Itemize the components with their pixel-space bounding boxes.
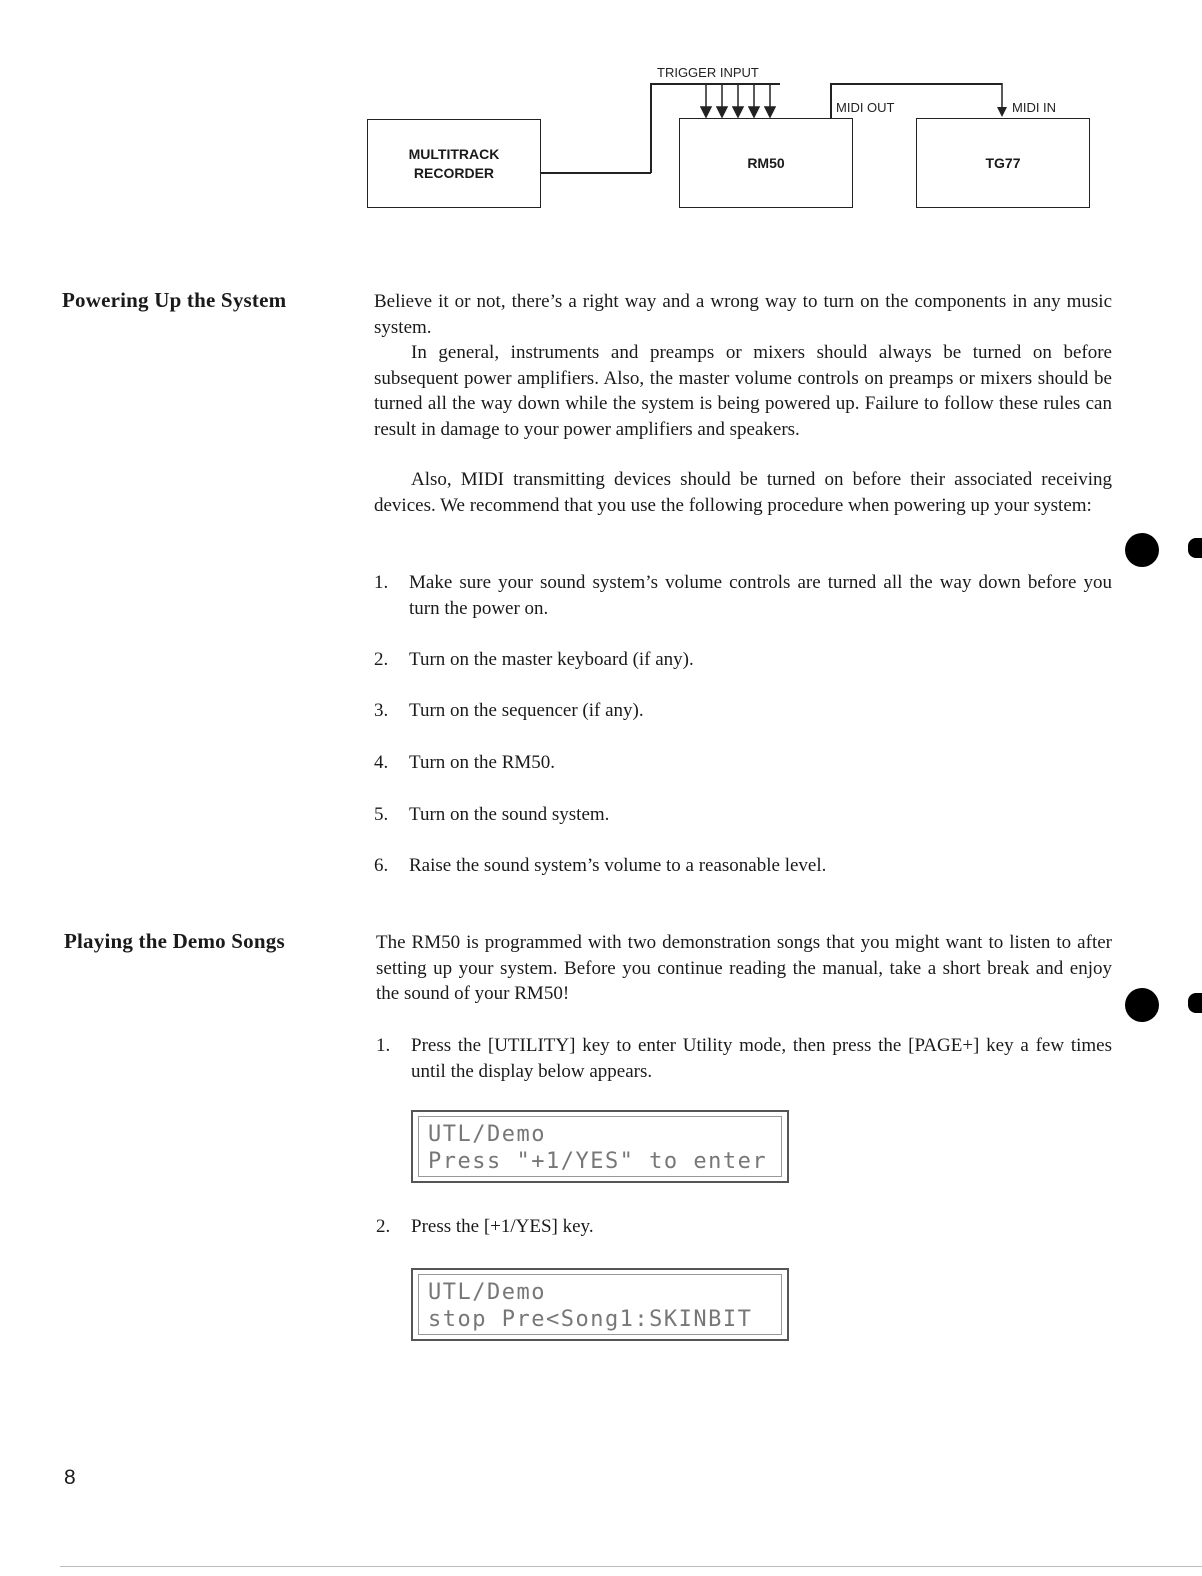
recorder-output-line bbox=[541, 172, 651, 174]
power-step-4 bbox=[374, 750, 1112, 776]
binding-hole-mark bbox=[1125, 988, 1159, 1022]
binding-hole-mark-partial bbox=[1188, 993, 1202, 1013]
step-text: Turn on the master keyboard (if any). bbox=[409, 649, 694, 670]
midi-in-arrow-icon bbox=[994, 83, 1010, 119]
binding-hole-mark-partial bbox=[1188, 538, 1202, 558]
demo-intro-paragraph: The RM50 is programmed with two demonstration songs that you might want to listen to after setting up your system. Before you continue reading the manual, take a short break and enjoy the sound of your RM50! bbox=[376, 932, 1112, 1004]
lcd-line-1: UTL/Demo bbox=[428, 1122, 546, 1147]
power-step-2 bbox=[374, 647, 1112, 673]
power-step-5 bbox=[374, 802, 1112, 828]
lcd-line-2: stop Pre<Song1:SKINBIT bbox=[428, 1307, 753, 1332]
power-paragraph-1: Believe it or not, there’s a right way and a wrong way to turn on the components in any music system. bbox=[374, 291, 1112, 338]
page-number: 8 bbox=[64, 1466, 76, 1489]
step-number: 3. bbox=[374, 700, 389, 721]
midi-cable-line bbox=[830, 83, 1002, 85]
lcd-display-demo bbox=[411, 1110, 789, 1183]
powering-up-heading: Powering Up the System bbox=[62, 288, 287, 312]
lcd-line-2: Press "+1/YES" to enter bbox=[428, 1149, 768, 1174]
power-paragraph-3: Also, MIDI transmitting devices should be turned on before their associated receiving devices. We recommend that you use the following procedure when powering up your system: bbox=[374, 469, 1112, 516]
trigger-vertical-line bbox=[650, 83, 652, 173]
rm50-box: RM50 bbox=[679, 118, 853, 208]
step-text: Turn on the sound system. bbox=[409, 804, 610, 825]
step-number: 2. bbox=[374, 649, 389, 670]
step-number: 1. bbox=[374, 572, 389, 593]
step-text: Make sure your sound system’s volume controls are turned all the way down before you turn the power on. bbox=[409, 572, 1112, 619]
power-paragraph-2: In general, instruments and preamps or mixers should always be turned on before subsequent power amplifiers. Also, the master volume controls on preamps or mixers should be turned all the way down while the system is being powered up. Failure to follow these rules can result in damage to your power amplifiers and speakers. bbox=[374, 342, 1112, 440]
midi-out-label: MIDI OUT bbox=[836, 100, 895, 115]
step-text: Raise the sound system’s volume to a reasonable level. bbox=[409, 855, 827, 876]
lcd-display-song bbox=[411, 1268, 789, 1341]
step-text: Turn on the sequencer (if any). bbox=[409, 700, 644, 721]
demo-songs-heading: Playing the Demo Songs bbox=[64, 929, 285, 953]
trigger-arrows-icon bbox=[698, 83, 782, 119]
power-step-6 bbox=[374, 853, 1112, 879]
lcd-line-1: UTL/Demo bbox=[428, 1280, 546, 1305]
power-step-1 bbox=[374, 570, 1112, 621]
step-number: 1. bbox=[376, 1035, 391, 1056]
step-text: Turn on the RM50. bbox=[409, 752, 556, 773]
step-number: 5. bbox=[374, 804, 389, 825]
multitrack-recorder-box: MULTITRACK RECORDER bbox=[367, 119, 541, 208]
demo-step-2 bbox=[376, 1214, 1112, 1240]
power-step-3 bbox=[374, 698, 1112, 724]
step-text: Press the [+1/YES] key. bbox=[411, 1216, 594, 1237]
midi-in-label: MIDI IN bbox=[1012, 100, 1057, 115]
step-number: 6. bbox=[374, 855, 389, 876]
step-number: 2. bbox=[376, 1216, 391, 1237]
trigger-input-label: TRIGGER INPUT bbox=[657, 65, 759, 80]
bottom-rule bbox=[60, 1566, 1202, 1567]
step-number: 4. bbox=[374, 752, 389, 773]
midi-out-vertical-line bbox=[830, 83, 832, 119]
binding-hole-mark bbox=[1125, 533, 1159, 567]
demo-step-1 bbox=[376, 1033, 1112, 1084]
tg77-box: TG77 bbox=[916, 118, 1090, 208]
step-text: Press the [UTILITY] key to enter Utility mode, then press the [PAGE+] key a few times until the display below appears. bbox=[411, 1035, 1112, 1082]
